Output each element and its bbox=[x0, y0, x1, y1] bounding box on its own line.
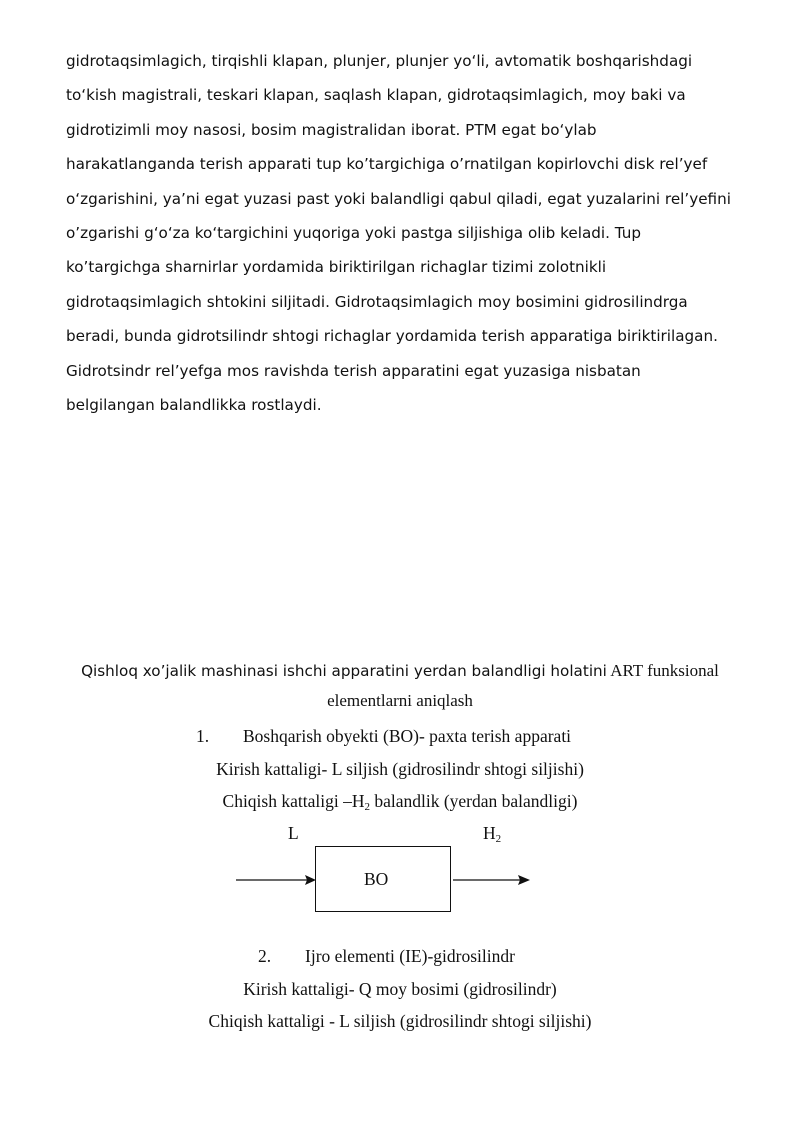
paragraph-line: gidrotaqsimlagich, tirqishli klapan, plunjer, plunjer yo‘li, avtomatik boshqarishdagi bbox=[66, 52, 693, 70]
paragraph-line: ko’targichga sharnirlar yordamida biriktirilgan richaglar tizimi zolotnikli bbox=[66, 258, 607, 277]
heading-line-2: elementlarni aniqlash bbox=[327, 691, 473, 710]
item2-number: 2. bbox=[258, 946, 272, 966]
paragraph-line: harakatlanganda terish apparati tup ko’targichiga o’rnatilgan kopirlovchi disk rel’yef bbox=[66, 155, 708, 174]
heading-line-1 bbox=[40, 656, 760, 686]
paragraph-line: o‘zgarishini, ya’ni egat yuzasi past yoki balandligi qabul qiladi, egat yuzalarini rel’yefini bbox=[66, 189, 731, 208]
paragraph-line: o’zgarishi g‘o‘za ko‘targichini yuqoriga yoki pastga siljishiga olib keladi. Tup bbox=[66, 224, 642, 243]
item1-output-sub: 2 bbox=[364, 801, 370, 813]
item2-title: Ijro elementi (IE)-gidrosilindr bbox=[305, 946, 515, 966]
diagram-input-label: L bbox=[288, 823, 299, 843]
item1-output-pre: Chiqish kattaligi –H bbox=[222, 791, 365, 811]
diagram-output-letter: H bbox=[483, 823, 496, 843]
block-diagram bbox=[230, 818, 540, 920]
diagram-output-sub: 2 bbox=[495, 833, 502, 845]
paragraph-line: belgilangan balandlikka rostlaydi. bbox=[66, 396, 322, 415]
control-object-block bbox=[315, 846, 451, 912]
item1-output-post: balandlik (yerdan balandligi) bbox=[369, 791, 578, 811]
paragraph-line: gidrotaqsimlagich shtokini siljitadi. Gidrotaqsimlagich moy bosimini gidrosilindrga bbox=[66, 292, 688, 311]
item1-input: Kirish kattaligi- L siljish (gidrosilindr shtogi siljishi) bbox=[216, 759, 584, 779]
paragraph-line: to‘kish magistrali, teskari klapan, saqlash klapan, gidrotaqsimlagich, moy baki va bbox=[66, 86, 686, 105]
item1-output bbox=[40, 791, 760, 813]
item2-output: Chiqish kattaligi - L siljish (gidrosilindr shtogi siljishi) bbox=[208, 1011, 592, 1031]
paragraph-line: gidrotizimli moy nasosi, bosim magistralidan iborat. PTM egat bo‘ylab bbox=[66, 120, 597, 139]
item1-title: Boshqarish obyekti (BO)- paxta terish apparati bbox=[243, 726, 572, 746]
item2-input: Kirish kattaligi- Q moy bosimi (gidrosilindr) bbox=[243, 979, 557, 999]
paragraph-line: Gidrotsindr rel’yefga mos ravishda terish apparatini egat yuzasiga nisbatan bbox=[66, 361, 641, 380]
section-heading bbox=[40, 656, 760, 715]
body-paragraph bbox=[66, 44, 736, 422]
heading-part-2: ART funksional bbox=[606, 661, 719, 680]
paragraph-line: beradi, bunda gidrotsilindr shtogi richaglar yordamida terish apparatiga biriktirilagan. bbox=[66, 327, 718, 346]
block-label: BO bbox=[364, 869, 389, 889]
heading-part-1: Qishloq xo’jalik mashinasi ishchi apparatini yerdan balandligi holatini bbox=[81, 662, 607, 680]
item1-number: 1. bbox=[196, 726, 210, 746]
